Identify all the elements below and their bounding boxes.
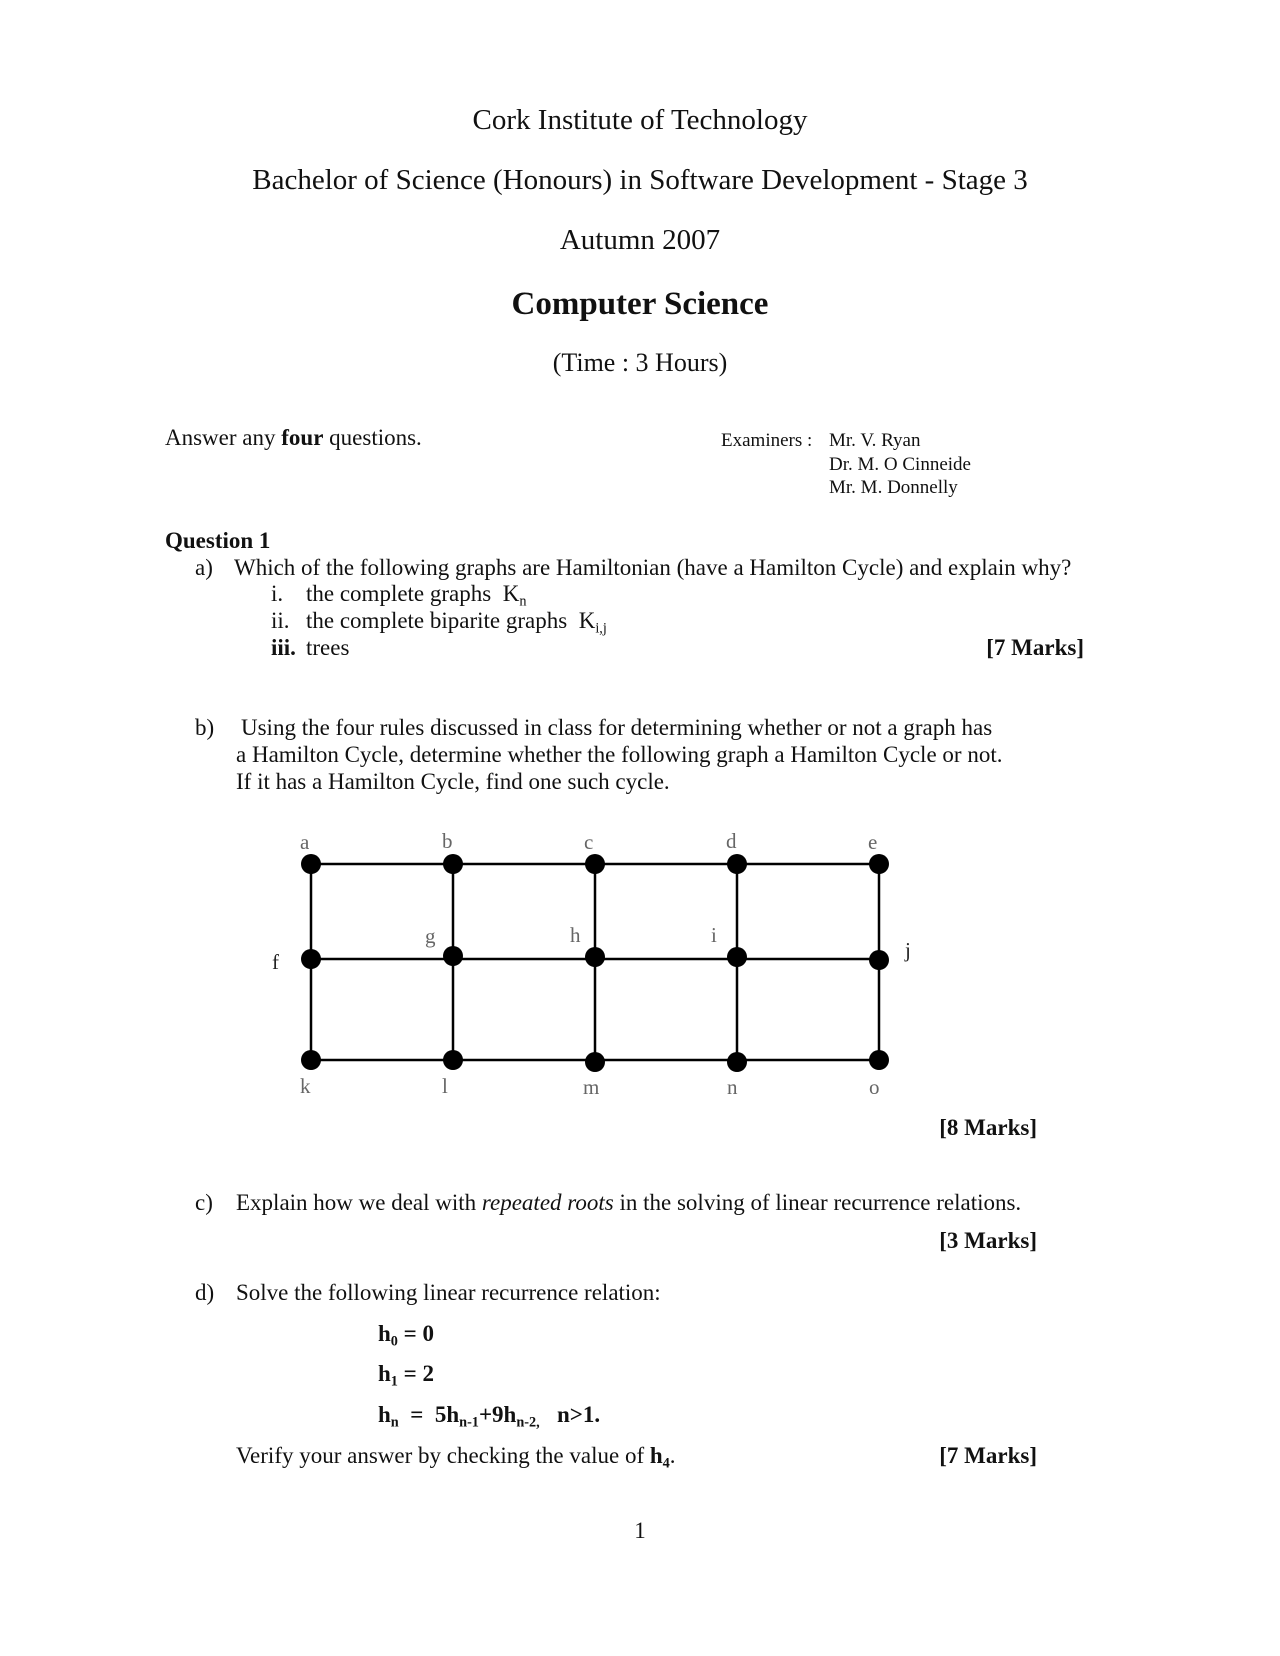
vertex-label-h: h <box>570 923 581 947</box>
eq3-eq: = <box>410 1402 424 1427</box>
equation-h1 <box>378 1361 435 1390</box>
eq3-lhs: h <box>378 1402 391 1427</box>
eq3-t2: 9h <box>492 1402 517 1427</box>
vertex-label-a: a <box>300 830 310 854</box>
eq3-cond: n>1. <box>556 1402 601 1427</box>
vertex-d <box>727 854 747 874</box>
eq3-s1: n-1 <box>459 1414 479 1431</box>
item-i-text: the complete graphs <box>306 581 492 606</box>
part-a-label: a) <box>195 555 213 580</box>
part-d-label: d) <box>195 1280 215 1305</box>
part-c-text <box>236 1190 1021 1216</box>
vertex-label-j: j <box>905 938 911 962</box>
part-b-label: b) <box>195 715 215 740</box>
instructions-emphasis: four <box>281 425 324 450</box>
vertex-label-e: e <box>868 830 878 854</box>
vertex-m <box>585 1052 605 1072</box>
vertex-i <box>727 947 747 967</box>
part-c-post: in the solving of linear recurrence relations. <box>619 1190 1022 1215</box>
examiner-1: Mr. V. Ryan <box>829 430 921 451</box>
item-ii-num: ii. <box>271 608 290 633</box>
examiner-2: Dr. M. O Cinneide <box>829 454 971 475</box>
eq1-sub: 0 <box>390 1333 398 1350</box>
eq1-lhs: h <box>378 1321 391 1346</box>
part-c-label: c) <box>195 1190 213 1215</box>
part-c-marks: [3 Marks] <box>939 1228 1037 1253</box>
vertex-label-d: d <box>726 829 737 853</box>
session-title: Autumn 2007 <box>559 224 721 256</box>
verify-end: . <box>669 1443 676 1468</box>
eq1-rhs: = 0 <box>403 1321 435 1346</box>
eq3-s2: n-2, <box>516 1414 540 1431</box>
vertex-c <box>585 854 605 874</box>
part-c-pre: Explain how we deal with <box>236 1190 477 1215</box>
vertex-label-m: m <box>583 1075 600 1099</box>
vertex-l <box>443 1050 463 1070</box>
vertex-label-b: b <box>442 829 453 853</box>
eq2-rhs: = 2 <box>403 1361 435 1386</box>
part-a-marks: [7 Marks] <box>986 635 1084 660</box>
vertex-h <box>585 947 605 967</box>
programme-title: Bachelor of Science (Honours) in Software Development - Stage 3 <box>252 164 1028 196</box>
part-b-marks: [8 Marks] <box>939 1115 1037 1140</box>
item-ii-text: the complete biparite graphs <box>306 608 568 633</box>
item-i-num: i. <box>271 581 284 606</box>
eq2-lhs: h <box>378 1361 391 1386</box>
verify-sub: 4 <box>662 1455 670 1472</box>
part-b-line-3: If it has a Hamilton Cycle, find one such cycle. <box>236 769 670 794</box>
exam-duration: (Time : 3 Hours) <box>552 348 728 377</box>
vertex-label-o: o <box>869 1075 880 1099</box>
part-b-line-1: Using the four rules discussed in class for determining whether or not a graph has <box>241 715 993 740</box>
verify-term: h <box>649 1443 663 1468</box>
eq3-plus: + <box>478 1402 493 1427</box>
item-ii-subscript: i,j <box>595 620 607 637</box>
item-ii-symbol: K <box>578 608 596 633</box>
item-i-subscript: n <box>519 593 527 610</box>
part-d-verify <box>236 1443 676 1472</box>
vertex-k <box>301 1050 321 1070</box>
subject-title: Computer Science <box>511 286 769 322</box>
instructions-prefix: Answer any <box>165 425 276 450</box>
page-number: 1 <box>634 1518 646 1543</box>
vertex-e <box>869 854 889 874</box>
vertex-label-l: l <box>442 1074 448 1098</box>
eq3-t1: 5h <box>434 1402 460 1427</box>
verify-text: Verify your answer by checking the value of <box>236 1443 645 1468</box>
vertex-label-g: g <box>425 924 436 948</box>
vertex-o <box>869 1050 889 1070</box>
vertex-a <box>301 854 321 874</box>
vertex-f <box>301 949 321 969</box>
instructions-suffix: questions. <box>329 425 422 450</box>
eq3-sub: n <box>390 1414 399 1431</box>
examiners-label: Examiners : <box>721 430 813 451</box>
vertex-g <box>443 946 463 966</box>
equation-h0 <box>378 1321 435 1350</box>
vertex-b <box>443 854 463 874</box>
institute-title: Cork Institute of Technology <box>472 104 808 136</box>
part-c-italic: repeated roots <box>481 1190 614 1215</box>
part-d-text: Solve the following linear recurrence relation: <box>236 1280 661 1305</box>
vertex-j <box>869 950 889 970</box>
vertex-label-f: f <box>272 950 279 974</box>
equation-hn <box>378 1402 601 1431</box>
item-iii-num: iii. <box>271 635 296 660</box>
eq2-sub: 1 <box>390 1373 398 1390</box>
part-d-marks: [7 Marks] <box>939 1443 1037 1468</box>
examiner-3: Mr. M. Donnelly <box>829 477 958 498</box>
part-b-line-2: a Hamilton Cycle, determine whether the following graph a Hamilton Cycle or not. <box>236 742 1003 767</box>
question-title: Question 1 <box>165 528 271 553</box>
part-a-text: Which of the following graphs are Hamiltonian (have a Hamilton Cycle) and explain why? <box>234 555 1072 580</box>
item-i-symbol: K <box>502 581 520 606</box>
vertex-label-k: k <box>300 1074 311 1098</box>
item-iii-text: trees <box>306 635 350 660</box>
vertex-label-i: i <box>711 923 717 947</box>
vertex-label-c: c <box>584 830 594 854</box>
vertex-n <box>727 1052 747 1072</box>
vertex-label-n: n <box>727 1075 738 1099</box>
